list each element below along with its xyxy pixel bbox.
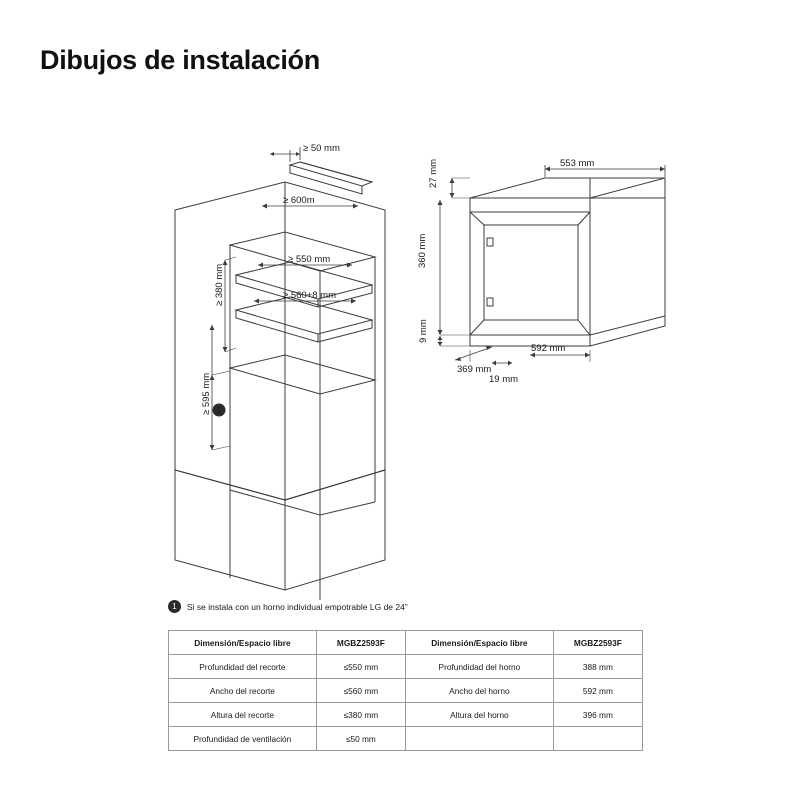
- installation-drawings: [0, 120, 800, 600]
- table-row: [169, 679, 643, 703]
- table-cell: Profundidad del recorte: [169, 655, 317, 679]
- table-row: [169, 727, 643, 751]
- label-lower-height: ≥ 595 mm: [201, 372, 212, 415]
- footnote-text: Si se instala con un horno individual empotrable LG de 24”: [187, 601, 408, 612]
- table-header-cell: MGBZ2593F: [316, 631, 405, 655]
- label-recess-width: ≥ 560+8 mm: [283, 290, 337, 301]
- table-cell: Altura del recorte: [169, 703, 317, 727]
- label-oven-depth: 369 mm: [457, 364, 492, 375]
- page-title: Dibujos de instalación: [40, 45, 320, 75]
- footnote: [168, 600, 408, 613]
- specifications-table: [168, 630, 643, 751]
- table-header-cell: MGBZ2593F: [553, 631, 642, 655]
- label-top-offset: 27 mm: [428, 158, 439, 188]
- footnote-badge: 1: [168, 600, 181, 613]
- table-cell-empty: [405, 727, 553, 751]
- table-cell: 388 mm: [553, 655, 642, 679]
- table-cell: Ancho del horno: [405, 679, 553, 703]
- table-cell: 592 mm: [553, 679, 642, 703]
- label-oven-height: 360 mm: [417, 233, 428, 268]
- callout-marker-1: [213, 404, 226, 417]
- table-cell: Altura del horno: [405, 703, 553, 727]
- table-row: [169, 655, 643, 679]
- table-cell: Ancho del recorte: [169, 679, 317, 703]
- svg-text:1: 1: [216, 405, 222, 415]
- label-vent-depth: ≥ 50 mm: [303, 143, 340, 154]
- table-cell: ≤380 mm: [316, 703, 405, 727]
- table-cell: ≤560 mm: [316, 679, 405, 703]
- label-bottom-left: 9 mm: [418, 319, 429, 343]
- label-recess-depth: ≥ 550 mm: [288, 254, 331, 265]
- label-top-width: 553 mm: [560, 158, 595, 169]
- table-cell: ≤550 mm: [316, 655, 405, 679]
- table-header-row: [169, 631, 643, 655]
- table-cell-empty: [553, 727, 642, 751]
- table-cell: Profundidad del horno: [405, 655, 553, 679]
- label-recess-height: ≥ 380 mm: [214, 263, 225, 306]
- table-cell: Profundidad de ventilación: [169, 727, 317, 751]
- table-row: [169, 703, 643, 727]
- table-cell: ≤50 mm: [316, 727, 405, 751]
- label-cabinet-width: ≥ 600m: [283, 195, 315, 206]
- table-header-cell: Dimensión/Espacio libre: [405, 631, 553, 655]
- table-cell: 396 mm: [553, 703, 642, 727]
- table-header-cell: Dimensión/Espacio libre: [169, 631, 317, 655]
- label-oven-width: 592 mm: [531, 343, 566, 354]
- label-door-thickness: 19 mm: [489, 374, 519, 385]
